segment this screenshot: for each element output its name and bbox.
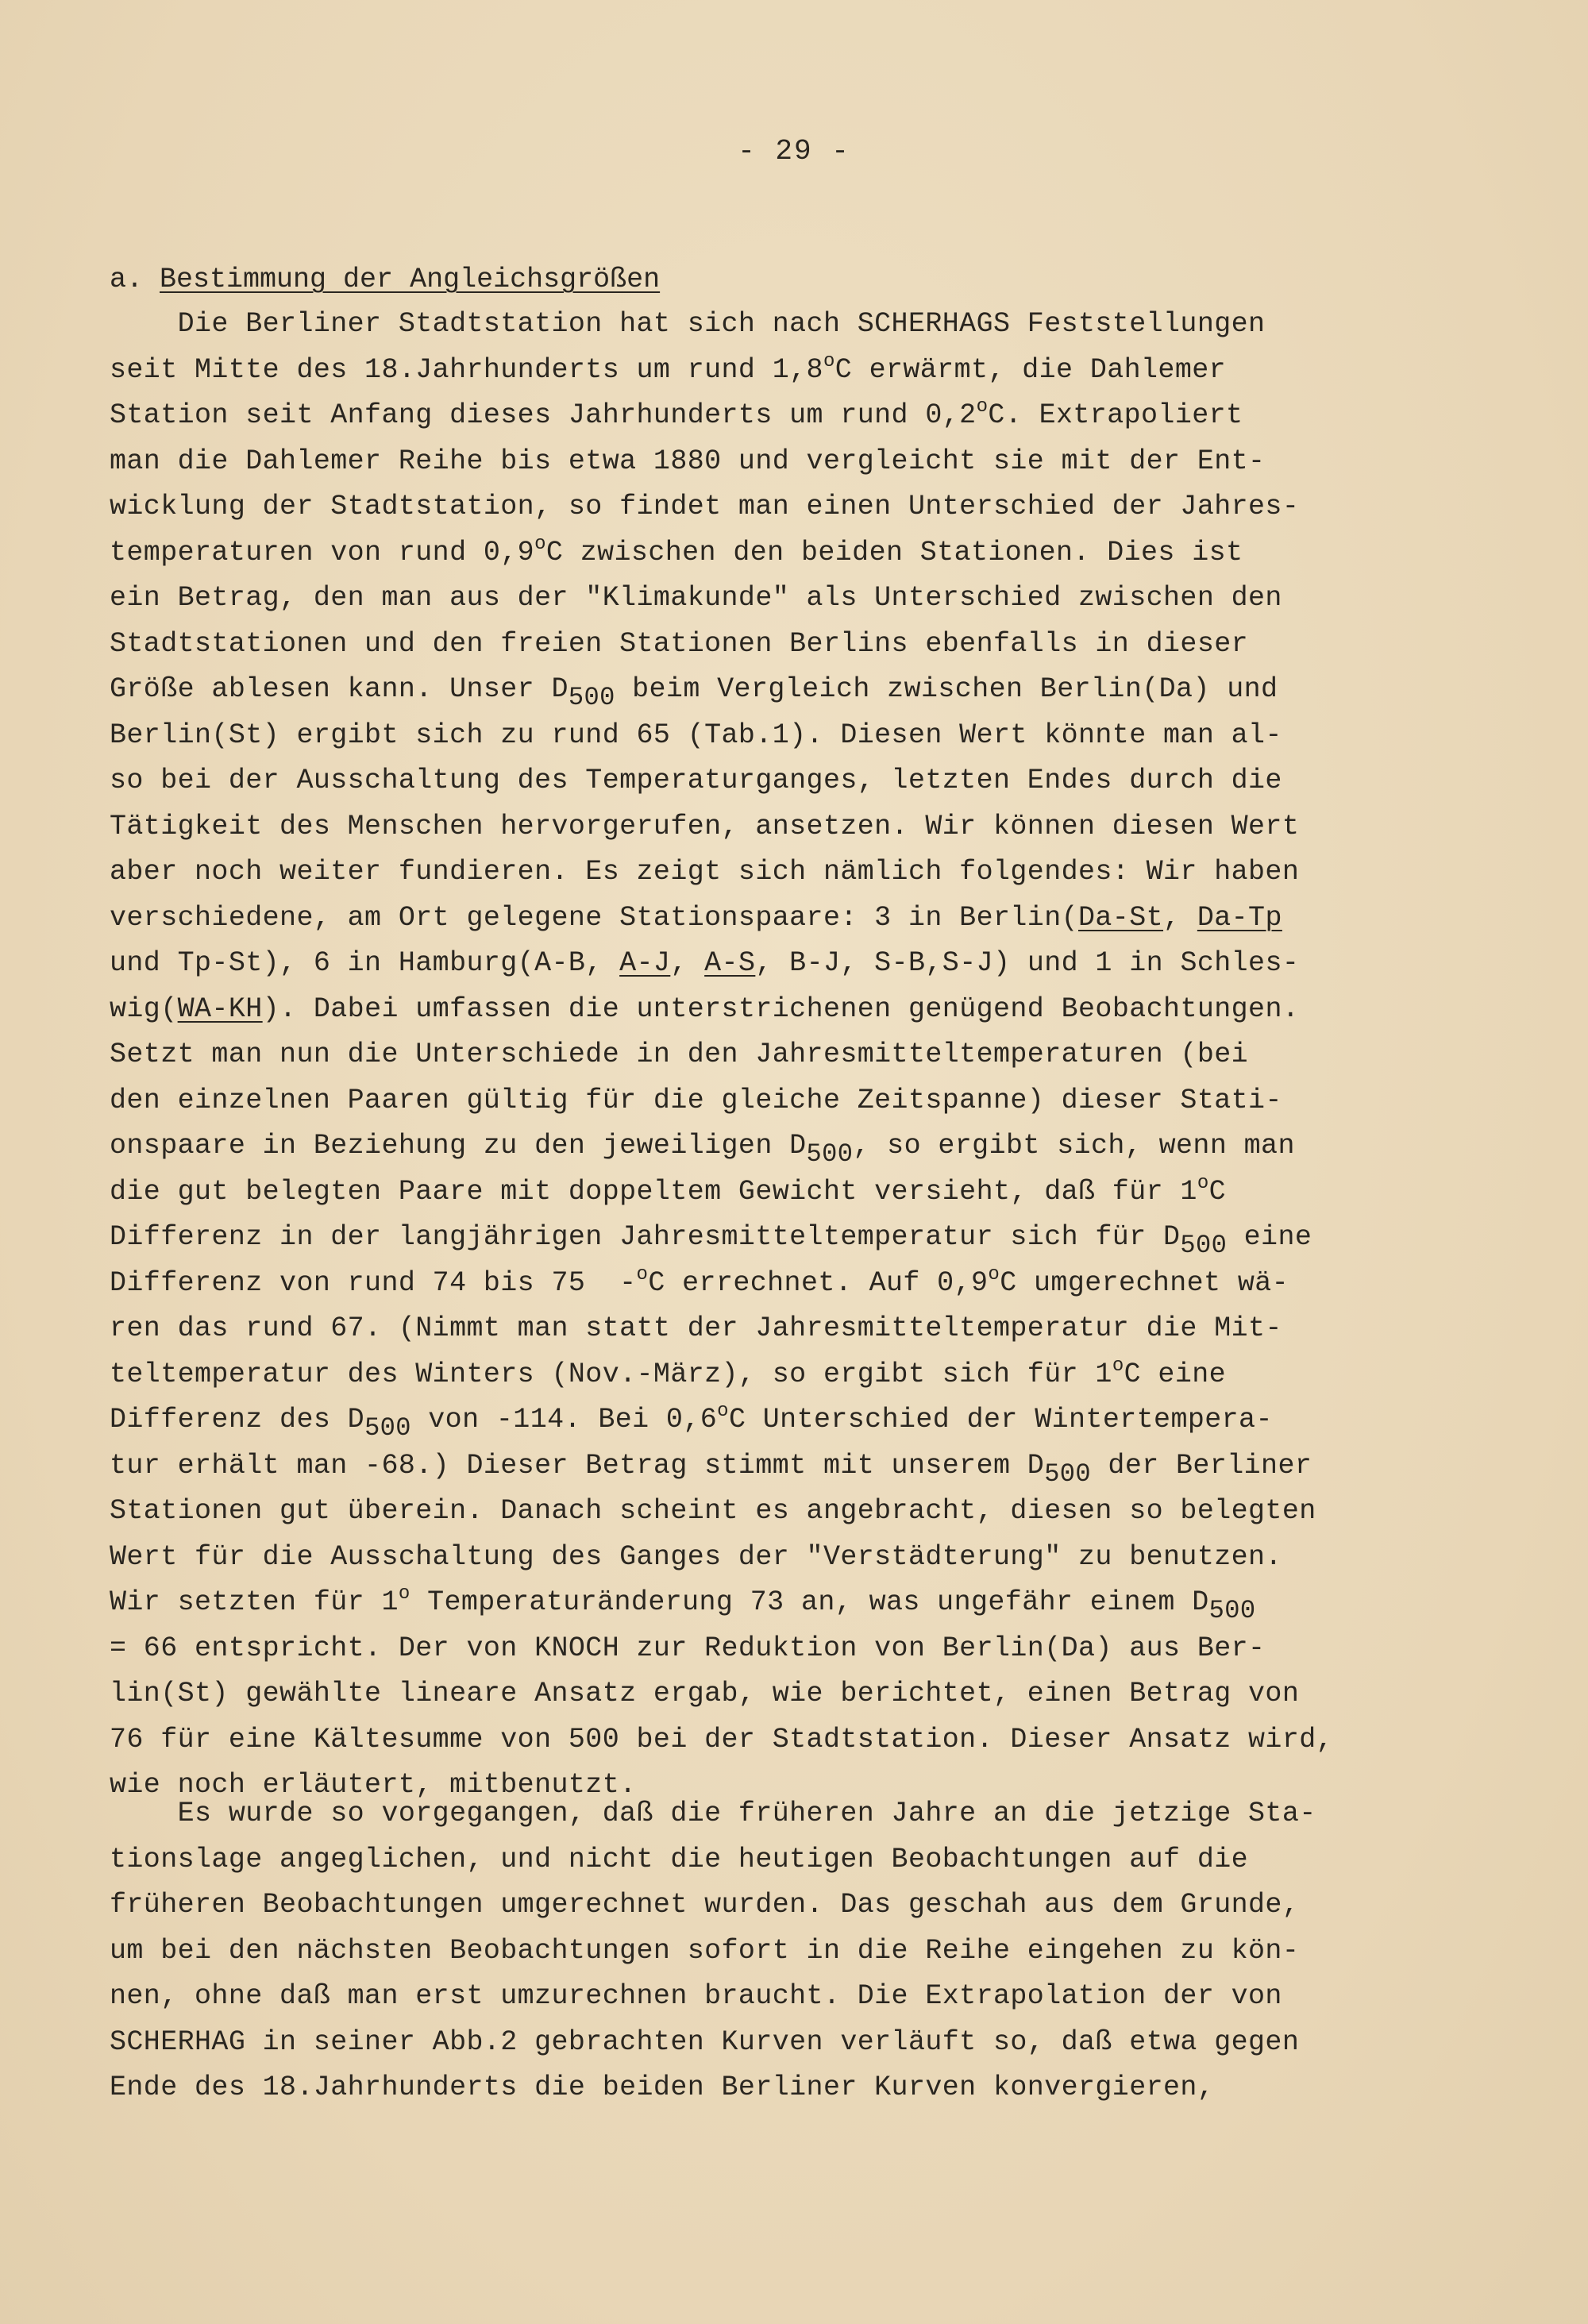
paragraph-1-line: so bei der Ausschaltung des Temperaturganges, letzten Endes durch die (110, 765, 1282, 796)
paragraph-1-line: aber noch weiter fundieren. Es zeigt sich nämlich folgendes: Wir haben (110, 856, 1300, 888)
paragraph-1-line: Wir setzten für 1$^o$ Temperaturänderung 73 an, was ungefähr einem $D_{500}$ (110, 1583, 1256, 1625)
paragraph-1-line: ein Betrag, den man aus der "Klimakunde" als Unterschied zwischen den (110, 582, 1282, 614)
paragraph-2-line: SCHERHAG in seiner Abb.2 gebrachten Kurven verläuft so, daß etwa gegen (110, 2025, 1300, 2058)
paragraph-2-line: Es wurde so vorgegangen, daß die früheren Jahre an die jetzige Sta- (110, 1798, 1316, 1829)
paragraph-1-line: die gut belegten Paare mit doppeltem Gewicht versieht, daß für 1$^o$C (110, 1172, 1227, 1208)
paragraph-2-line: Ende des 18.Jahrhunderts die beiden Berliner Kurven konvergieren, (110, 2072, 1215, 2103)
paragraph-1-line: Differenz des $D_{500}$ von -114. Bei 0,6$^o$C Unterschied der Wintertempera- (110, 1401, 1273, 1443)
paragraph-1-line: tur erhält man -68.) Dieser Betrag stimmt mit unserem $D_{500}$ der Berliner (110, 1449, 1312, 1489)
paragraph-1-line: temperaturen von rund 0,9$^o$C zwischen den beiden Stationen. Dies ist (110, 533, 1243, 568)
paragraph-1-line: 76 für eine Kältesumme von 500 bei der Stadtstation. Dieser Ansatz wird, (110, 1723, 1334, 1756)
paragraph-1-line: Differenz von rund 74 bis 75 -$^o$C errechnet. Auf 0,9$^o$C umgerechnet wä- (110, 1263, 1289, 1299)
page-number: - 29 - (738, 135, 850, 168)
paragraph-1-line: Setzt man nun die Unterschiede in den Jahresmitteltemperaturen (bei (110, 1039, 1249, 1070)
paragraph-1-line: Berlin(St) ergibt sich zu rund 65 (Tab.1). Diesen Wert könnte man al- (110, 719, 1282, 751)
section-heading (110, 264, 660, 295)
paragraph-1-line: wig(WA-KH). Dabei umfassen die unterstrichenen genügend Beobachtungen. (110, 992, 1300, 1025)
paragraph-2-line: um bei den nächsten Beobachtungen sofort in die Reihe eingehen zu kön- (110, 1934, 1300, 1967)
paragraph-1-line: seit Mitte des 18.Jahrhunderts um rund 1,8$^o$C erwärmt, die Dahlemer (110, 350, 1227, 386)
paragraph-1-line: teltemperatur des Winters (Nov.-März), so ergibt sich für 1$^o$C eine (110, 1355, 1227, 1390)
paragraph-1-line: verschiedene, am Ort gelegene Stationspaare: 3 in Berlin(Da-St, Da-Tp (110, 901, 1282, 934)
paragraph-1-line: Wert für die Ausschaltung des Ganges der "Verstädterung" zu benutzen. (110, 1540, 1282, 1573)
paragraph-1-line: wie noch erläutert, mitbenutzt. (110, 1769, 637, 1801)
paragraph-1-line: Differenz in der langjährigen Jahresmitteltemperatur sich für $D_{500}$ eine (110, 1221, 1312, 1260)
paragraph-1-line: Stationen gut überein. Danach scheint es angebracht, diesen so belegten (110, 1495, 1316, 1527)
paragraph-1-line: wicklung der Stadtstation, so findet man einen Unterschied der Jahres- (110, 491, 1300, 522)
paragraph-1-line: onspaare in Beziehung zu den jeweiligen $D_{500}$, so ergibt sich, wenn man (110, 1130, 1295, 1169)
paragraph-2-line: nen, ohne daß man erst umzurechnen braucht. Die Extrapolation der von (110, 1980, 1282, 2012)
paragraph-1-line: ren das rund 67. (Nimmt man statt der Jahresmitteltemperatur die Mit- (110, 1312, 1282, 1344)
paragraph-1-line: = 66 entspricht. Der von KNOCH zur Reduktion von Berlin(Da) aus Ber- (110, 1632, 1266, 1664)
paragraph-1-line: lin(St) gewählte lineare Ansatz ergab, wie berichtet, einen Betrag von (110, 1678, 1300, 1709)
paragraph-1-line: Die Berliner Stadtstation hat sich nach SCHERHAGS Feststellungen (110, 308, 1266, 340)
paragraph-1-line: Stadtstationen und den freien Stationen Berlins ebenfalls in dieser (110, 627, 1249, 660)
paragraph-2-line: früheren Beobachtungen umgerechnet wurden. Das geschah aus dem Grunde, (110, 1889, 1300, 1921)
paragraph-1-line: Station seit Anfang dieses Jahrhunderts um rund 0,2$^o$C. Extrapoliert (110, 396, 1243, 431)
paragraph-1-line: Tätigkeit des Menschen hervorgerufen, ansetzen. Wir können diesen Wert (110, 810, 1300, 842)
paragraph-1-line: den einzelnen Paaren gültig für die gleiche Zeitspanne) dieser Stati- (110, 1084, 1282, 1116)
paragraph-2-line: tionslage angeglichen, und nicht die heutigen Beobachtungen auf die (110, 1843, 1249, 1875)
paragraph-1-line: und Tp-St), 6 in Hamburg(A-B, A-J, A-S, B-J, S-B,S-J) und 1 in Schles- (110, 947, 1300, 979)
heading-prefix: a. (110, 264, 160, 295)
paragraph-1-line: man die Dahlemer Reihe bis etwa 1880 und vergleicht sie mit der Ent- (110, 445, 1266, 477)
heading-title: Bestimmung der Angleichsgrößen (160, 264, 661, 295)
paragraph-1-line: Größe ablesen kann. Unser $D_{500}$ beim Vergleich zwischen Berlin(Da) und (110, 673, 1278, 712)
